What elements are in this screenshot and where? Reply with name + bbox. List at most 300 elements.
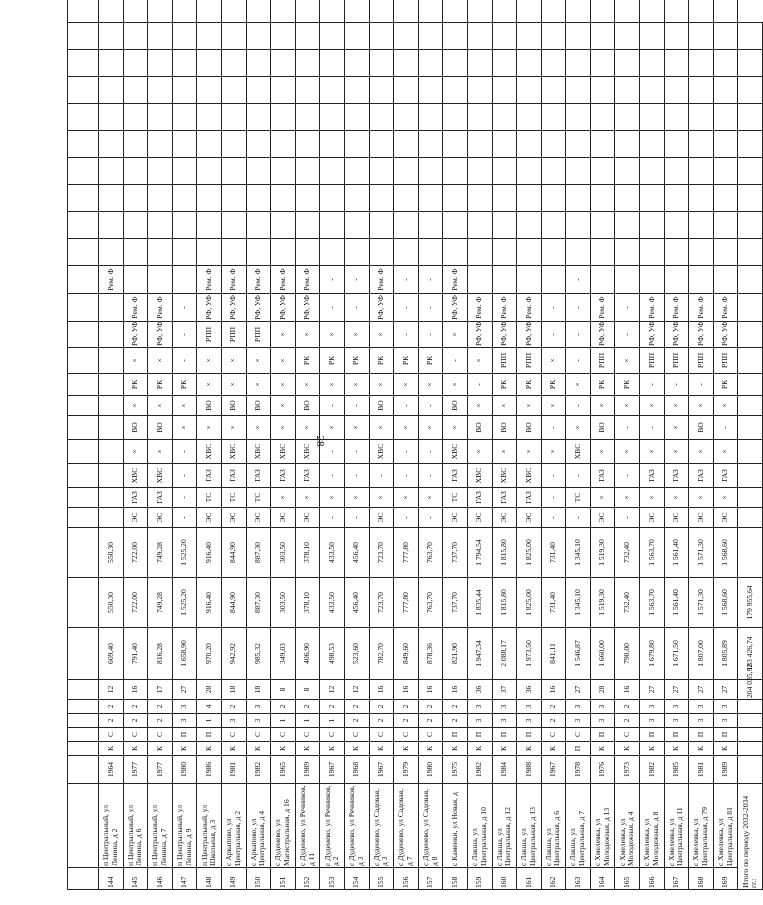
address-cell: с Лакша, ул Центральная, д 7 [566,784,591,868]
table-cell [689,131,714,158]
table-cell: × [443,416,468,440]
table-cell: 916,40 [197,578,222,628]
table-cell: К [246,742,271,756]
table-cell [197,212,222,239]
table-cell [738,464,763,488]
table-cell: 2 [541,700,566,714]
rotated-table-container [67,16,759,890]
table-cell: 722,00 [123,528,148,578]
table-cell [590,77,615,104]
table-cell: 1 546,87 [566,628,591,680]
table-cell: × [320,416,345,440]
table-cell: 27 [640,680,665,700]
table-cell [394,239,419,266]
table-cell: - [172,294,197,322]
table-cell: 303,50 [271,578,296,628]
table-cell: 749,28 [148,528,173,578]
address-cell: с Хмелевка, ул Молодежная, д 4 [615,784,640,868]
table-cell [246,185,271,212]
header-cell [68,578,99,628]
table-cell [197,239,222,266]
table-cell: 737,70 [443,578,468,628]
table-cell: ЭС [148,508,173,528]
table-cell: РФ, УФ [369,294,394,322]
table-cell: 3 [689,700,714,714]
table-cell: 2 [443,700,468,714]
table-cell: × [197,374,222,396]
table-cell [271,23,296,50]
table-cell [590,131,615,158]
row-number-cell: 164 [590,868,615,890]
table-cell [713,185,738,212]
total-living-area: 183 426,74 [738,628,763,680]
table-cell [246,212,271,239]
table-cell [295,77,320,104]
table-cell: РПП [689,348,714,374]
table-cell [123,266,148,294]
table-cell [566,158,591,185]
table-row [221,0,246,890]
table-cell [640,266,665,294]
table-cell: С [221,728,246,742]
table-cell [738,23,763,50]
table-cell: × [517,396,542,416]
table-cell: Рем. Ф [443,266,468,294]
table-cell: К [320,742,345,756]
table-row [123,0,148,890]
table-cell: Рем. Ф [246,266,271,294]
table-cell: 887,30 [246,578,271,628]
table-cell: ВО [197,396,222,416]
table-cell: С [271,728,296,742]
table-cell: 456,40 [344,578,369,628]
table-cell: 1 973,50 [517,628,542,680]
table-cell: ЭС [443,508,468,528]
table-cell [320,239,345,266]
table-cell [443,0,468,23]
header-blank-row [68,0,99,890]
table-cell: 2 [418,700,443,714]
table-cell [271,77,296,104]
table-row [689,0,714,890]
table-cell: С [295,728,320,742]
table-cell [172,239,197,266]
table-cell [369,239,394,266]
table-cell: 16 [123,680,148,700]
table-cell [369,50,394,77]
table-cell [320,212,345,239]
table-cell [517,266,542,294]
table-cell [246,77,271,104]
table-cell [541,185,566,212]
address-cell: с Хмелевка, ул Центральная, д 79 [689,784,714,868]
table-cell [738,322,763,348]
table-row [172,0,197,890]
table-cell [394,185,419,212]
table-cell [221,104,246,131]
header-cell [68,322,99,348]
table-cell: 2 [615,700,640,714]
header-cell [68,212,99,239]
table-cell: ХВС [123,464,148,488]
address-cell: с Хмелевка, ул Центральная, д 81 [713,784,738,868]
table-cell: - [443,348,468,374]
table-cell: × [467,440,492,464]
table-cell: С [615,728,640,742]
row-number-cell: 165 [615,868,640,890]
table-cell [148,185,173,212]
table-cell [738,396,763,416]
table-cell: - [344,396,369,416]
table-cell [689,104,714,131]
table-cell [443,212,468,239]
table-cell: - [344,294,369,322]
table-cell [369,0,394,23]
table-cell [713,77,738,104]
table-cell: РФ, УФ [467,322,492,348]
table-cell [443,104,468,131]
table-cell [295,185,320,212]
table-cell [713,131,738,158]
table-cell [541,239,566,266]
table-cell: 2 [615,714,640,728]
table-cell: 8 [295,680,320,700]
table-cell [615,23,640,50]
table-cell: ВО [467,416,492,440]
table-cell [271,185,296,212]
address-cell: с Дуденево, ул Речников, д 11 [295,784,320,868]
table-cell: 887,30 [246,528,271,578]
table-cell: РК [320,348,345,374]
table-cell: × [467,396,492,416]
table-cell: 916,40 [197,528,222,578]
table-cell: Рем. Ф [517,294,542,322]
table-cell [123,50,148,77]
table-cell [221,23,246,50]
table-cell: - [566,266,591,294]
table-row [566,0,591,890]
table-cell [517,77,542,104]
header-cell [68,868,99,890]
table-cell [640,23,665,50]
table-cell: РК [517,374,542,396]
table-cell: 1 658,90 [172,628,197,680]
table-cell [344,158,369,185]
table-cell [123,239,148,266]
table-cell: Рем. Ф [197,266,222,294]
table-cell: 1978 [566,756,591,784]
table-cell [344,131,369,158]
table-cell [246,158,271,185]
table-cell [295,239,320,266]
table-cell: 1 525,20 [172,578,197,628]
table-cell [246,50,271,77]
table-cell: ВО [689,416,714,440]
table-cell: 2 [394,700,419,714]
table-cell [467,185,492,212]
table-cell [664,104,689,131]
table-cell: ЭС [713,508,738,528]
table-cell: 1967 [320,756,345,784]
table-cell: × [640,396,665,416]
table-cell [517,212,542,239]
table-cell: ТС [221,488,246,508]
table-cell: РФ, УФ [246,294,271,322]
table-cell: ХВС [197,440,222,464]
table-cell: 1 947,34 [467,628,492,680]
table-cell: × [664,440,689,464]
table-cell [738,374,763,396]
header-cell [68,680,99,700]
table-cell: К [148,742,173,756]
table-cell: 1989 [713,756,738,784]
table-cell [443,77,468,104]
table-cell [566,0,591,23]
table-cell: × [394,488,419,508]
table-cell: 1980 [172,756,197,784]
table-cell: 1 563,70 [640,578,665,628]
table-cell: 406,90 [295,628,320,680]
table-cell: × [197,416,222,440]
table-cell [541,77,566,104]
table-cell [738,508,763,528]
table-cell: - [541,508,566,528]
table-cell: × [369,322,394,348]
table-cell: 3 [221,714,246,728]
row-number-cell: 160 [492,868,517,890]
table-cell [615,158,640,185]
header-cell [68,700,99,714]
table-cell: × [467,348,492,374]
table-cell [664,266,689,294]
table-cell: 3 [467,714,492,728]
table-cell: 1988 [517,756,542,784]
table-cell [271,212,296,239]
table-cell [738,104,763,131]
table-cell: 1982 [467,756,492,784]
table-cell: - [418,396,443,416]
table-row [443,0,468,890]
table-cell [738,158,763,185]
table-cell [664,212,689,239]
table-cell: РК [541,374,566,396]
table-cell: - [418,508,443,528]
table-cell: 1973 [615,756,640,784]
table-cell: РФ, УФ [713,322,738,348]
table-cell: 777,80 [394,528,419,578]
table-cell: × [590,396,615,416]
table-cell: - [640,416,665,440]
table-cell [492,104,517,131]
table-cell [418,185,443,212]
table-cell: - [615,416,640,440]
table-cell: С [123,728,148,742]
table-cell: × [295,322,320,348]
table-cell: К [344,742,369,756]
table-cell: 16 [369,680,394,700]
table-cell: - [320,440,345,464]
table-cell: ХВС [492,464,517,488]
table-cell [492,77,517,104]
table-cell: 1 519,30 [590,578,615,628]
table-cell [148,0,173,23]
table-cell: × [271,348,296,374]
row-number-cell: 147 [172,868,197,890]
table-cell: РФ, УФ [443,294,468,322]
table-cell [197,104,222,131]
table-cell: 12 [99,680,124,700]
table-cell [664,23,689,50]
table-row [369,0,394,890]
table-cell: 3 [640,714,665,728]
table-cell: П [590,728,615,742]
table-cell: Рем. Ф [271,266,296,294]
row-number-cell: 163 [566,868,591,890]
table-cell: 1 660,00 [590,628,615,680]
table-cell: РФ, УФ [271,294,296,322]
table-cell: 1 671,50 [664,628,689,680]
table-cell [590,185,615,212]
table-cell: ЭС [640,508,665,528]
header-cell [68,131,99,158]
table-cell [713,0,738,23]
table-cell: ГАЗ [443,464,468,488]
table-cell: К [590,742,615,756]
table-cell: - [320,464,345,488]
table-row [246,0,271,890]
table-cell [320,50,345,77]
table-cell: 1 345,10 [566,528,591,578]
table-cell [295,131,320,158]
table-cell: ХВС [148,464,173,488]
table-cell: × [123,348,148,374]
header-cell [68,528,99,578]
table-cell: ТС [443,488,468,508]
table-cell [295,23,320,50]
table-cell: × [246,374,271,396]
table-cell [566,185,591,212]
table-cell [99,294,124,322]
table-cell [123,0,148,23]
table-cell: 3 [664,714,689,728]
table-cell [640,77,665,104]
table-cell: 498,53 [320,628,345,680]
table-cell [271,0,296,23]
table-row [492,0,517,890]
table-cell: × [369,374,394,396]
table-cell: ВО [590,416,615,440]
table-cell: 1 561,40 [664,578,689,628]
table-cell [369,23,394,50]
table-cell: П [197,728,222,742]
table-cell [172,23,197,50]
address-cell: п Центральный, ул Ленина, д 6 [123,784,148,868]
table-cell: × [123,440,148,464]
table-cell [738,488,763,508]
table-cell: С [344,728,369,742]
table-cell: С [418,728,443,742]
address-cell: с Дуденево, ул Речников, д 2 [320,784,345,868]
table-cell: × [221,416,246,440]
table-cell [467,212,492,239]
table-cell [123,23,148,50]
table-cell [221,185,246,212]
table-cell: ТС [197,488,222,508]
table-cell: × [443,322,468,348]
table-cell: - [541,488,566,508]
table-cell: × [271,416,296,440]
table-cell: 3 [713,700,738,714]
row-number-cell: 169 [713,868,738,890]
table-row [541,0,566,890]
table-cell: 1 571,30 [689,578,714,628]
table-cell: ЭС [590,508,615,528]
table-cell: Рем. Ф [148,294,173,322]
table-cell: ГАЗ [295,464,320,488]
table-cell [664,0,689,23]
table-cell: - [172,440,197,464]
table-cell: 790,00 [615,628,640,680]
table-cell [517,23,542,50]
table-cell: × [344,488,369,508]
table-cell: 3 [467,700,492,714]
table-cell: 1 805,89 [713,628,738,680]
address-cell: с Дуденево, ул Магистральная, д 16 [271,784,296,868]
table-row [197,0,222,890]
table-cell [418,50,443,77]
table-cell: РК [344,348,369,374]
table-cell: 433,50 [320,578,345,628]
table-cell [197,185,222,212]
table-cell: К [418,742,443,756]
header-cell [68,50,99,77]
table-cell [738,528,763,578]
table-cell: 970,20 [197,628,222,680]
table-cell: 1976 [590,756,615,784]
table-cell: - [566,464,591,488]
table-cell [738,131,763,158]
table-cell [517,131,542,158]
table-cell [172,50,197,77]
table-cell [492,185,517,212]
table-cell [123,104,148,131]
table-cell: РПП [246,322,271,348]
table-cell: 1 561,40 [664,528,689,578]
table-cell [640,0,665,23]
table-cell [467,131,492,158]
table-cell: 844,90 [221,528,246,578]
table-cell: - [689,374,714,396]
table-cell: × [640,440,665,464]
table-cell [738,185,763,212]
table-cell: П [443,728,468,742]
table-cell: × [541,396,566,416]
table-cell: 27 [713,680,738,700]
table-cell: × [713,488,738,508]
table-cell: 1 825,00 [517,578,542,628]
header-cell [68,416,99,440]
table-cell: К [689,742,714,756]
address-cell: п Центральный, ул Ленина, д 9 [172,784,197,868]
table-cell [664,158,689,185]
table-cell: П [640,728,665,742]
table-cell: × [320,488,345,508]
table-cell: ЭС [295,508,320,528]
table-cell: 1 679,80 [640,628,665,680]
table-row [99,0,124,890]
table-cell [541,212,566,239]
row-number-cell: 151 [271,868,296,890]
